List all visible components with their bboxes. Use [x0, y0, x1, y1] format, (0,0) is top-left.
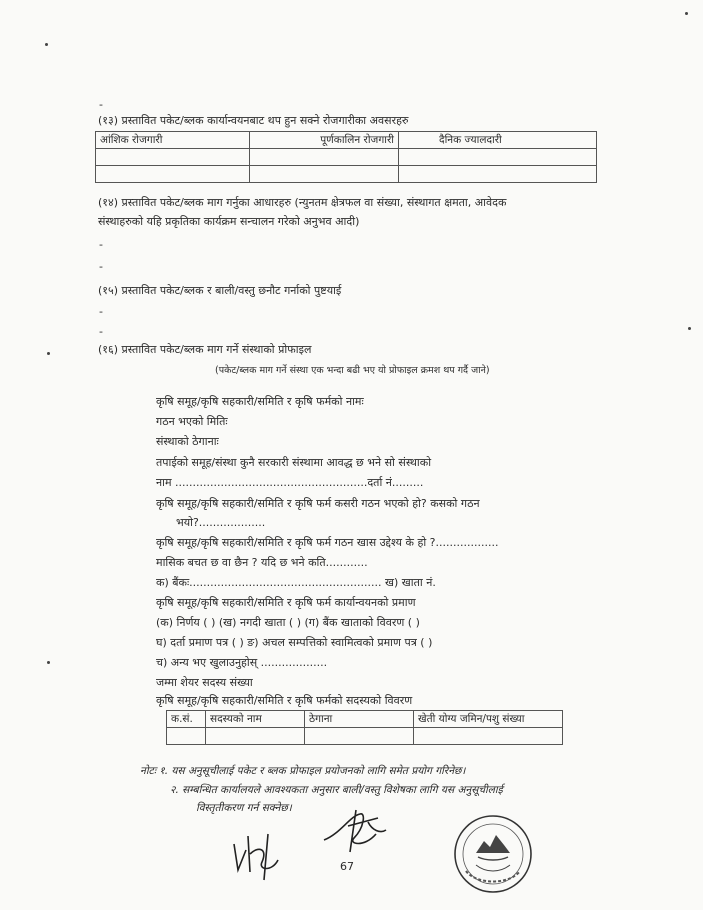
- note-line-3: विस्तृतीकरण गर्न सक्नेछ।: [196, 802, 292, 814]
- table-cell[interactable]: [167, 728, 206, 745]
- profile-line: मासिक बचत छ वा छैन ? यदि छ भने कति............: [156, 556, 368, 569]
- col-daily-wage: दैनिक ज्यालदारी: [399, 132, 597, 149]
- dash-mark: -: [99, 305, 103, 318]
- col-partial-employment: आंशिक रोजगारी: [96, 132, 250, 149]
- section-16-subtitle: (पकेट/ब्लक माग गर्ने संस्था एक भन्दा बढी भए यो प्रोफाइल क्रमश थप गर्दै जाने): [215, 365, 490, 376]
- table-cell[interactable]: [399, 149, 597, 166]
- col-serial: क.सं.: [167, 711, 206, 728]
- col-fulltime-employment: पूर्णकालिन रोजगारी: [250, 132, 399, 149]
- profile-line: च) अन्य भए खुलाउनुहोस् ...................: [156, 656, 328, 669]
- employment-table: [95, 131, 597, 183]
- table-cell[interactable]: [250, 166, 399, 183]
- profile-line: भयो?...................: [176, 516, 266, 529]
- table-cell[interactable]: [206, 728, 305, 745]
- speck: [47, 661, 50, 664]
- dash-mark: -: [99, 260, 103, 273]
- section-16-title: (१६) प्रस्तावित पकेट/ब्लक माग गर्ने संस्थाको प्रोफाइल: [98, 343, 312, 356]
- col-address: ठेगाना: [305, 711, 414, 728]
- profile-line: जम्मा शेयर सदस्य संख्या: [156, 676, 253, 689]
- speck: [688, 327, 691, 330]
- col-member-name: सदस्यको नाम: [206, 711, 305, 728]
- speck: [47, 352, 50, 355]
- profile-line: संस्थाको ठेगानाः: [156, 435, 219, 448]
- table-cell[interactable]: [96, 149, 250, 166]
- profile-line: क) बैंकः....................................................... ख) खाता नं.: [156, 576, 436, 589]
- section-15-title: (१५) प्रस्तावित पकेट/ब्लक र बाली/वस्तु छनौट गर्नाको पुष्टयाई: [98, 284, 342, 297]
- profile-line: गठन भएको मितिः: [156, 415, 228, 428]
- section-14-line2: संस्थाहरुको यहि प्रकृतिका कार्यक्रम सन्चालन गरेको अनुभव आदी): [98, 215, 360, 228]
- profile-line: कृषि समूह/कृषि सहकारी/समिति र कृषि फर्म कार्यान्वयनको प्रमाण: [156, 596, 416, 609]
- table-cell[interactable]: [250, 149, 399, 166]
- section-13-title: (१३) प्रस्तावित पकेट/ब्लक कार्यान्वयनबाट थप हुन सक्ने रोजगारीका अवसरहरु: [98, 114, 409, 127]
- member-table: [166, 710, 563, 745]
- profile-line: घ) दर्ता प्रमाण पत्र ( ) ङ) अचल सम्पत्तिको स्वामित्वको प्रमाण पत्र ( ): [156, 636, 433, 649]
- table-cell[interactable]: [399, 166, 597, 183]
- profile-line: कृषि समूह/कृषि सहकारी/समिति र कृषि फर्मको नामः: [156, 395, 364, 408]
- table-cell[interactable]: [305, 728, 414, 745]
- signature-left: [228, 826, 288, 884]
- col-land-livestock: खेती योग्य जमिन/पशु संख्या: [414, 711, 563, 728]
- section-14-line1: (१४) प्रस्तावित पकेट/ब्लक माग गर्नुका आधारहरु (न्युनतम क्षेत्रफल वा संख्या, संस्थागत क्षमता, आवेदक: [98, 196, 507, 209]
- profile-line: कृषि समूह/कृषि सहकारी/समिति र कृषि फर्म गठन खास उद्देश्य के हो ?..................: [156, 536, 499, 549]
- page-number: 67: [340, 860, 354, 873]
- note-line-1: नोटः १. यस अनुसूचीलाई पकेट र ब्लक प्रोफाइल प्रयोजनको लागि समेत प्रयोग गरिनेछ।: [140, 765, 466, 777]
- table-cell[interactable]: [414, 728, 563, 745]
- dash-mark: -: [99, 238, 103, 251]
- profile-line: (क) निर्णय ( ) (ख) नगदी खाता ( ) (ग) बैंक खाताको विवरण ( ): [156, 616, 420, 629]
- profile-line: नाम .......................................................दर्ता नं.........: [156, 476, 424, 489]
- profile-line: कृषि समूह/कृषि सहकारी/समिति र कृषि फर्मको सदस्यको विवरण: [156, 694, 413, 707]
- note-line-2: २. सम्बन्धित कार्यालयले आवश्यकता अनुसार बाली/वस्तु विशेषका लागि यस अनुसूचीलाई: [170, 784, 503, 796]
- signature-middle: [320, 804, 390, 856]
- government-seal-stamp: [452, 813, 534, 895]
- profile-line: कृषि समूह/कृषि सहकारी/समिति र कृषि फर्म कसरी गठन भएको हो? कसको गठन: [156, 497, 480, 510]
- profile-line: तपाईको समूह/संस्था कुनै सरकारी संस्थामा आवद्ध छ भने सो संस्थाको: [156, 456, 432, 469]
- speck: [45, 43, 48, 46]
- speck: [685, 12, 688, 15]
- dash-mark: -: [99, 98, 103, 111]
- dash-mark: -: [99, 325, 103, 338]
- table-cell[interactable]: [96, 166, 250, 183]
